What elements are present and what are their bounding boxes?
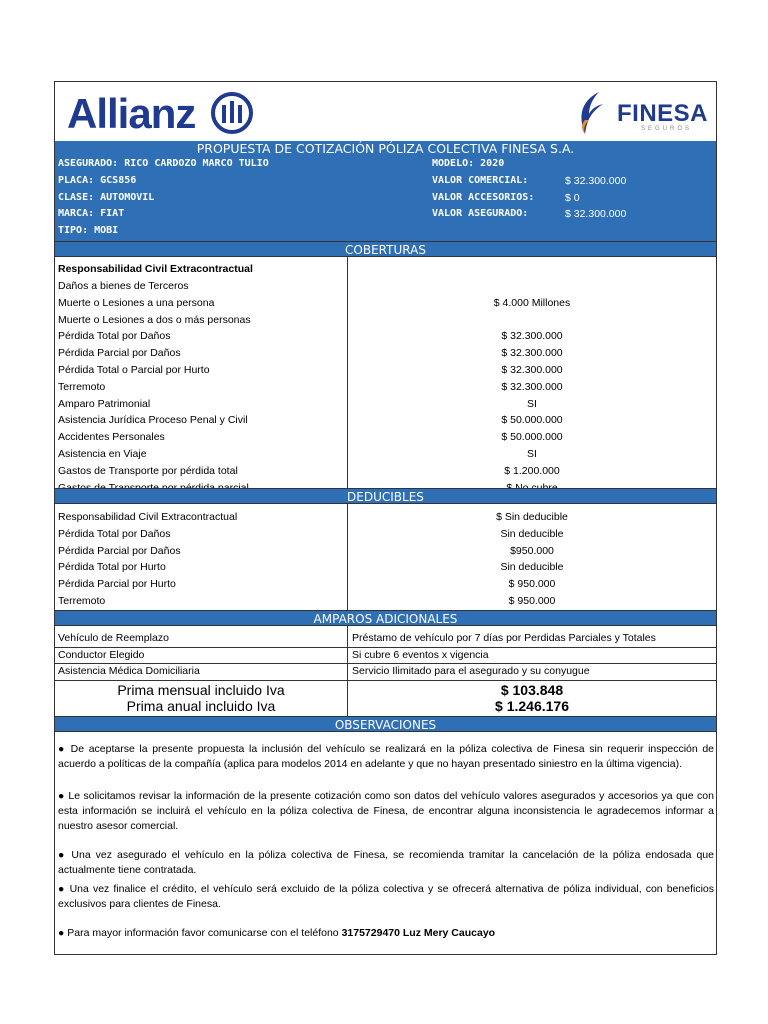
row-label: Accidentes Personales: [58, 431, 165, 444]
premium-monthly-label: Prima mensual incluido Iva: [117, 682, 285, 698]
row-label: Conductor Elegido: [58, 648, 145, 661]
observation-3: ● Una vez asegurado el vehículo en la póliza colectiva de Finesa, se recomienda tramitar la cancelación de la póliza endosada que actualmente tiene contratada.: [58, 849, 714, 876]
premium-monthly-value: $ 103.848: [500, 682, 564, 698]
row-value: Préstamo de vehículo por 7 días por Perdidas Parciales y Totales: [352, 632, 656, 644]
premium-annual-value: $ 1.246.176: [495, 698, 569, 714]
row-label: Amparo Patrimonial: [58, 397, 151, 410]
row-label: Daños a bienes de Terceros: [58, 280, 189, 292]
additional-coverages-title: AMPAROS ADICIONALES: [55, 610, 716, 626]
vehicle-model: MODELO: 2020: [432, 158, 505, 169]
quote-document: Allianz FINESA SEGUROS PROPUESTA DE COTIZACIÓN PÓLIZA COLECTIVA FINESA S.A. ASEGURADO: RICO CARDOZO MARCO TULIO PLACA: GCS856 CLASE: AUTOMOVIL MARCA: FIAT TIPO: MOBI MODELO: 2020 VALOR COMERCIAL: $ 32.300.000 VALOR ACCESORIOS: $ 0 VALOR ASEGURADO: $ 32.300.000 COBERTURAS Responsabilidad Civil Extracontractual Daños a bienes de Terceros Muerte o Lesiones a una persona $ 4.000 Millones Muerte o Lesiones a dos o más personas Pérdida Total por Daños $ 32.300.000 Pérdida Parcial por Daños $ 32.300.000 Pérdida Total o Parcial por Hurto $ 32.300.000 Terremoto $ 32.300.000 Amparo Patrimonial SI Asistencia Jurídica Proceso Penal y Civil $ 50.000.000 Accidentes Personales $ 50.000.000 Asistencia en Viaje SI Gastos de Transporte por pérdida total $ 1.200.000 DEDUCIBLES Responsabilidad Civil Extracontractual $ Sin deducible Pérdida Total por Daños Sin deducible Pérdida Parcial por Daños $950.000 Pérdida Total por Hurto Sin deducible Pérdida Parcial por Hurto $ 950.000 Terremoto $ 950.000 AMPAROS ADICIONALES Vehículo de Reemplazo Préstamo de vehículo por 7 días por Perdidas Parciales y Totales Conductor Elegido Si cubre 6 eventos x vigencia Asistencia Médica Domiciliaria Servicio Ilimitado para el asegurado y su conyugue Prima mensual incluido Iva $ 103.848 Prima anual incluido Iva $ 1.246.176 OBSERVACIONES ● De aceptarse la presente propuesta la inclusión del vehículo se realizará en la póliza colectiva de Finesa sin requerir inspección de acuerdo a políticas de la compañía (aplica para modelos 2014 en adelante y que no hayan presentado siniestro en la última vigencia). ● Le solicitamos revisar la información de la presente cotización como son datos del vehículo valores asegurados y accesorios ya que con esta información se incluirá el vehículo en la póliza colectiva de Finesa, de encontrar alguna inconsistencia le agradecemos informar a nuestro asesor comercial. ● Una vez asegurado el vehículo en la póliza colectiva de Finesa, se recomienda tramitar la cancelación de la póliza endosada que actualmente tiene contratada. ● Una vez finalice el crédito, el vehículo será excluido de la póliza colectiva y se ofrecerá alternativa de póliza individual, con beneficios exclusivos para clientes de Finesa. ● Para mayor información favor comunicarse con el teléfono 3175729470 Luz Mery Caucayo: [54, 81, 717, 955]
premium-top-border: [55, 680, 716, 681]
row-label: Pérdida Total por Daños: [58, 527, 171, 540]
observation-1: ● De aceptarse la presente propuesta la inclusión del vehículo se realizará en la póliza colectiva de Finesa sin requerir inspección de acuerdo a políticas de la compañía (aplica para modelos 2014 en adelante y que no hayan presentado siniestro en la última vigencia).: [58, 743, 714, 770]
allianz-logo: Allianz: [67, 90, 196, 137]
row-value: $950.000: [510, 544, 554, 557]
observation-5: ● Para mayor información favor comunicarse con el teléfono 3175729470 Luz Mery Caucayo: [58, 927, 496, 939]
row-label: Pérdida Total por Hurto: [58, 561, 166, 574]
row-label: Terremoto: [58, 595, 106, 607]
row-value: $ 50.000.000: [501, 414, 563, 427]
row-value: Si cubre 6 eventos x vigencia: [352, 648, 489, 661]
row-label: Gastos de Transporte por pérdida total: [58, 464, 238, 477]
vehicle-type: TIPO: MOBI: [58, 225, 119, 236]
row-divider: [55, 663, 716, 664]
document-title: PROPUESTA DE COTIZACIÓN PÓLIZA COLECTIVA FINESA S.A.: [196, 141, 575, 156]
accessories-value: $ 0: [565, 192, 580, 204]
row-value: $ 950.000: [508, 595, 556, 607]
logo-row: [55, 82, 716, 141]
deductibles-title: DEDUCIBLES: [55, 488, 716, 504]
premium-annual-label: Prima anual incluido Iva: [126, 698, 276, 714]
row-label: Asistencia Médica Domiciliaria: [58, 665, 200, 678]
row-divider: [55, 647, 716, 648]
row-value: $ 950.000: [508, 578, 556, 591]
observation-4: ● Una vez finalice el crédito, el vehículo será excluido de la póliza colectiva y se ofrecerá alternativa de póliza individual, con beneficios exclusivos para clientes de Finesa.: [58, 883, 714, 910]
row-value: $ Sin deducible: [496, 511, 568, 523]
row-label: Muerte o Lesiones a dos o más personas: [58, 313, 251, 326]
row-label: Pérdida Total por Daños: [58, 330, 171, 343]
row-value: SI: [527, 448, 537, 460]
row-label: Terremoto: [58, 380, 106, 393]
row-value: $ 32.300.000: [501, 330, 563, 343]
observation-2: ● Le solicitamos revisar la información de la presente cotización como son datos del vehículo valores asegurados y accesorios ya que con esta información se incluirá el vehículo en la póliza colectiva de Finesa, de encontrar alguna inconsistencia le agradecemos informar a nuestro asesor comercial.: [58, 790, 714, 832]
row-label: Asistencia Jurídica Proceso Penal y Civil: [58, 414, 248, 427]
row-label: Pérdida Parcial por Daños: [58, 544, 181, 557]
plate: PLACA: GCS856: [58, 175, 137, 186]
row-value: SI: [527, 397, 537, 410]
contact-phone: 3175729470 Luz Mery Caucayo: [341, 927, 496, 939]
row-value: Sin deducible: [500, 527, 564, 540]
row-value: $ 32.300.000: [501, 380, 563, 393]
row-value: $ 4.000 Millones: [493, 296, 571, 309]
row-value: $ 32.300.000: [501, 364, 563, 376]
insured-value: $ 32.300.000: [565, 208, 627, 220]
policy-header: [55, 141, 716, 241]
commercial-value: $ 32.300.000: [565, 175, 627, 187]
row-value: $ 32.300.000: [501, 347, 563, 360]
commercial-value-label: VALOR COMERCIAL:: [432, 175, 529, 186]
row-value: Sin deducible: [500, 561, 564, 574]
finesa-logo: FINESA SEGUROS: [569, 90, 709, 136]
finesa-flame-icon: [569, 90, 613, 136]
observations-title: OBSERVACIONES: [55, 716, 716, 732]
row-value: $ 1.200.000: [504, 464, 560, 477]
row-label: Vehículo de Reemplazo: [58, 632, 169, 644]
insured-name: ASEGURADO: RICO CARDOZO MARCO TULIO: [58, 158, 269, 169]
row-label: Pérdida Parcial por Hurto: [58, 578, 176, 591]
row-value: $ 50.000.000: [501, 431, 563, 444]
accessories-value-label: VALOR ACCESORIOS:: [432, 192, 535, 203]
row-label: Asistencia en Viaje: [58, 448, 147, 460]
row-label: Responsabilidad Civil Extracontractual: [58, 511, 238, 523]
row-value: Servicio Ilimitado para el asegurado y su conyugue: [352, 665, 590, 678]
vehicle-class: CLASE: AUTOMOVIL: [58, 192, 155, 203]
vehicle-brand: MARCA: FIAT: [58, 208, 125, 219]
row-label: Muerte o Lesiones a una persona: [58, 296, 215, 309]
insured-value-label: VALOR ASEGURADO:: [432, 208, 529, 219]
row-label: Pérdida Parcial por Daños: [58, 347, 181, 360]
allianz-eagle-icon: [210, 91, 254, 135]
row-label: Pérdida Total o Parcial por Hurto: [58, 364, 210, 376]
coverages-title: COBERTURAS: [55, 241, 716, 257]
